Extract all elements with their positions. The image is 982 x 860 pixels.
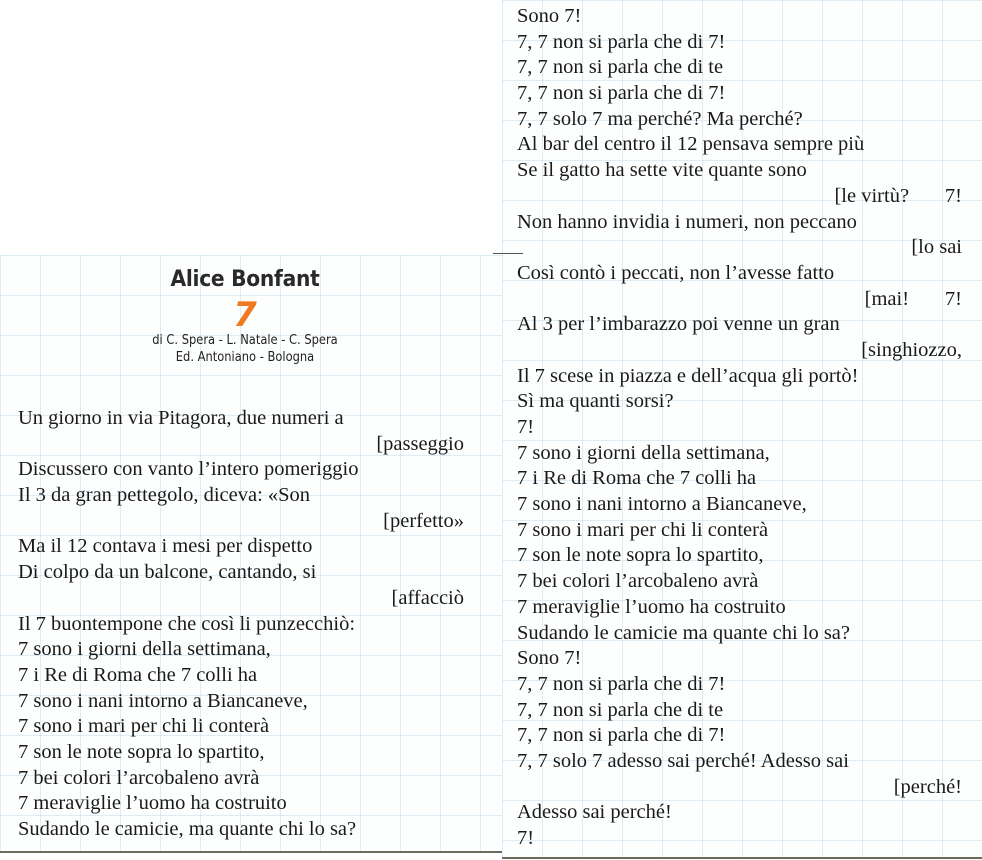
lyric-line: 7, 7 non si parla che di 7! [517,724,726,747]
lyric-line: Sono 7! [517,5,582,27]
lyric-line: 7 i Re di Roma che 7 colli ha [18,663,258,686]
lyric-line: Il 7 buontempone che così li punzecchiò: [18,612,356,635]
lyric-line: 7 sono i mari per chi li conterà [517,518,769,541]
lyric-line-continuation: [le virtù? 7! [834,184,962,207]
left-lyrics [18,406,464,843]
lyric-line: Il 7 scese in piazza e dell’acqua gli portò! [517,364,859,387]
lyric-line-continuation: [mai! 7! [864,287,962,310]
lyric-line: 7! [517,416,535,438]
authors-credit: di C. Spera - L. Natale - C. Spera [152,332,338,348]
lyric-line: 7, 7 non si parla che di 7! [517,30,726,53]
lyric-line: Al bar del centro il 12 pensava sempre più [517,133,865,156]
lyric-line-continuation: [singhiozzo, [861,338,962,361]
lyric-line: Sono 7! [517,647,582,670]
stray-pen-mark [493,253,523,254]
lyric-line: Un giorno in via Pitagora, due numeri a [18,407,344,429]
lyric-line-continuation: [perché! [893,775,962,798]
right-lyrics-clipping [502,0,982,859]
lyric-line: 7, 7 non si parla che di te [517,56,724,79]
lyric-line: 7, 7 non si parla che di te [517,698,724,721]
lyric-line-continuation: [perfetto» [383,509,464,532]
lyric-line: 7 sono i nani intorno a Biancaneve, [517,493,807,516]
lyric-line: 7 i Re di Roma che 7 colli ha [517,467,757,490]
lyric-line: 7, 7 non si parla che di 7! [517,672,726,695]
lyric-line-continuation: [lo sai [911,236,962,259]
lyric-line: Al 3 per l’imbarazzo poi venne un gran [517,313,840,336]
lyric-line: Sì ma quanti sorsi? [517,390,674,413]
lyric-line: 7 sono i mari per chi li conterà [18,715,270,738]
lyric-line: 7, 7 solo 7 ma perché? Ma perché? [517,107,803,130]
lyric-line: 7 sono i nani intorno a Biancaneve, [18,689,308,712]
song-title: 7 [233,295,257,335]
lyric-line: Se il gatto ha sette vite quante sono [517,159,807,182]
lyric-line: 7 meraviglie l’uomo ha costruito [517,595,786,618]
lyric-line: 7, 7 solo 7 adesso sai perché! Adesso sai [517,749,849,772]
lyric-line: 7 meraviglie l’uomo ha costruito [18,792,287,815]
left-lyrics-clipping [0,255,505,853]
lyric-line: 7 bei colori l’arcobaleno avrà [18,766,260,789]
publisher-credit: Ed. Antoniano - Bologna [175,349,315,365]
lyric-line: Di colpo da un balcone, cantando, si [18,561,317,584]
lyric-line: 7, 7 non si parla che di 7! [517,82,726,105]
lyric-line: 7 sono i giorni della settimana, [18,638,271,661]
lyric-line-continuation: [affacciò [391,586,464,609]
lyric-line: Sudando le camicie ma quante chi lo sa? [517,621,851,644]
lyric-line: Il 3 da gran pettegolo, diceva: «Son [18,484,311,507]
artist-name: Alice Bonfant [170,267,320,292]
lyric-line: 7 son le note sopra lo spartito, [18,740,265,763]
lyric-line: 7 sono i giorni della settimana, [517,441,770,464]
lyric-line: Ma il 12 contava i mesi per dispetto [18,535,313,558]
lyric-line: 7! [517,827,535,849]
lyric-line: Non hanno invidia i numeri, non peccano [517,210,857,233]
lyric-line-continuation: [passeggio [376,432,464,455]
song-header [0,267,490,366]
lyric-line: Così contò i peccati, non l’avesse fatto [517,261,835,284]
lyric-line: 7 son le note sopra lo spartito, [517,544,764,567]
lyric-line: Adesso sai perché! [517,801,672,824]
lyric-line: 7 bei colori l’arcobaleno avrà [517,570,759,593]
lyric-line: Discussero con vanto l’intero pomeriggio [18,458,359,481]
lyric-line: Sudando le camicie, ma quante chi lo sa? [18,818,357,840]
right-lyrics [517,4,962,852]
